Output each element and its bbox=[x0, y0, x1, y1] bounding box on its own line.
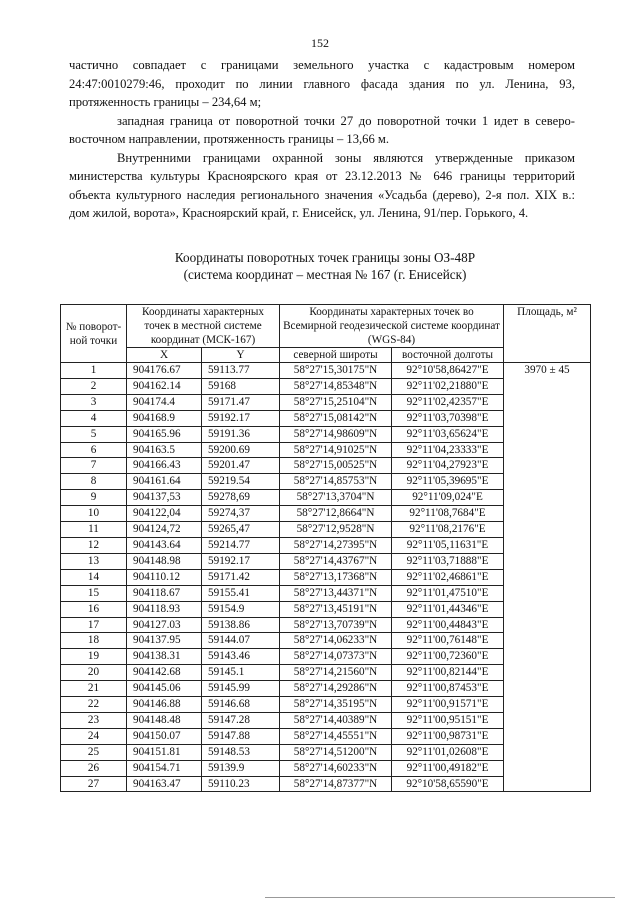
cell-y: 59155.41 bbox=[202, 585, 280, 601]
cell-y: 59191.36 bbox=[202, 426, 280, 442]
cell-east: 92°11'02,46861"E bbox=[392, 569, 504, 585]
cell-x: 904137,53 bbox=[127, 490, 202, 506]
cell-y: 59147.28 bbox=[202, 712, 280, 728]
coordinates-table bbox=[60, 304, 591, 792]
cell-point-no: 13 bbox=[61, 553, 127, 569]
cell-x: 904176.67 bbox=[127, 363, 202, 379]
paragraph: западная граница от поворотной точки 27 до поворотной точки 1 идет в северо-восточном направлении, протяженность границы – 13,66 м. bbox=[69, 113, 575, 146]
cell-point-no: 9 bbox=[61, 490, 127, 506]
cell-point-no: 23 bbox=[61, 712, 127, 728]
cell-north: 58°27'14,98609"N bbox=[280, 426, 392, 442]
cell-point-no: 6 bbox=[61, 442, 127, 458]
cell-north: 58°27'13,44371"N bbox=[280, 585, 392, 601]
cell-x: 904148.98 bbox=[127, 553, 202, 569]
table-row bbox=[61, 363, 591, 379]
cell-x: 904174.4 bbox=[127, 394, 202, 410]
paragraph: Внутренними границами охранной зоны являются утвержденные приказом министерства культуры Красноярского края от 23.12.2013 № 646 границы территорий объекта культурного наследия регионального значения «Усадьба (дерево), 2-я пол. XIX в.: дом жилой, ворота», Красноярский край, г. Енисейск, ул. Ленина, 91/пер. Горького, 4. bbox=[69, 150, 575, 220]
cell-point-no: 1 bbox=[61, 363, 127, 379]
cell-x: 904162.14 bbox=[127, 378, 202, 394]
cell-east: 92°11'00,49182"E bbox=[392, 760, 504, 776]
cell-east: 92°11'00,44843"E bbox=[392, 617, 504, 633]
cell-east: 92°11'02,21880"E bbox=[392, 378, 504, 394]
cell-point-no: 7 bbox=[61, 458, 127, 474]
cell-north: 58°27'14,91025"N bbox=[280, 442, 392, 458]
cell-y: 59148.53 bbox=[202, 744, 280, 760]
cell-north: 58°27'15,30175"N bbox=[280, 363, 392, 379]
cell-east: 92°11'02,42357"E bbox=[392, 394, 504, 410]
table-title bbox=[60, 249, 590, 283]
table-body bbox=[61, 363, 591, 792]
cell-y: 59138.86 bbox=[202, 617, 280, 633]
table-title-line: Координаты поворотных точек границы зоны ОЗ-48Р bbox=[174, 250, 476, 265]
cell-east: 92°11'05,39695"E bbox=[392, 474, 504, 490]
cell-north: 58°27'14,21560"N bbox=[280, 665, 392, 681]
cell-point-no: 14 bbox=[61, 569, 127, 585]
cell-north: 58°27'14,87377"N bbox=[280, 776, 392, 792]
cell-y: 59274,37 bbox=[202, 506, 280, 522]
cell-x: 904127.03 bbox=[127, 617, 202, 633]
cell-x: 904137.95 bbox=[127, 633, 202, 649]
cell-y: 59171.47 bbox=[202, 394, 280, 410]
cell-north: 58°27'14,27395"N bbox=[280, 537, 392, 553]
cell-east: 92°11'01,44346"E bbox=[392, 601, 504, 617]
cell-north: 58°27'14,85753"N bbox=[280, 474, 392, 490]
bottom-divider bbox=[265, 897, 615, 898]
cell-x: 904142.68 bbox=[127, 665, 202, 681]
cell-north: 58°27'14,60233"N bbox=[280, 760, 392, 776]
cell-east: 92°11'00,82144"E bbox=[392, 665, 504, 681]
cell-north: 58°27'13,17368"N bbox=[280, 569, 392, 585]
cell-east: 92°11'00,95151"E bbox=[392, 712, 504, 728]
cell-point-no: 25 bbox=[61, 744, 127, 760]
cell-x: 904124,72 bbox=[127, 522, 202, 538]
cell-area: 3970 ± 45 bbox=[504, 363, 591, 792]
cell-east: 92°11'09,024"E bbox=[392, 490, 504, 506]
table-title-line: (система координат – местная № 167 (г. Енисейск) bbox=[183, 267, 467, 282]
cell-x: 904163.47 bbox=[127, 776, 202, 792]
cell-point-no: 3 bbox=[61, 394, 127, 410]
cell-north: 58°27'14,07373"N bbox=[280, 649, 392, 665]
cell-y: 59143.46 bbox=[202, 649, 280, 665]
cell-x: 904145.06 bbox=[127, 681, 202, 697]
cell-y: 59219.54 bbox=[202, 474, 280, 490]
cell-x: 904118.93 bbox=[127, 601, 202, 617]
cell-east: 92°11'04,27923"E bbox=[392, 458, 504, 474]
cell-point-no: 10 bbox=[61, 506, 127, 522]
header-x: X bbox=[127, 348, 202, 363]
cell-east: 92°11'00,87453"E bbox=[392, 681, 504, 697]
paragraph: частично совпадает с границами земельного участка с кадастровым номером 24:47:0010279:46, проходит по линии главного фасада здания по ул. Ленина, 93, протяженность границы – 234,64 м; bbox=[69, 58, 575, 109]
cell-y: 59192.17 bbox=[202, 410, 280, 426]
cell-north: 58°27'15,25104"N bbox=[280, 394, 392, 410]
cell-north: 58°27'13,3704"N bbox=[280, 490, 392, 506]
cell-north: 58°27'12,8664"N bbox=[280, 506, 392, 522]
cell-east: 92°11'08,7684"E bbox=[392, 506, 504, 522]
cell-x: 904150.07 bbox=[127, 728, 202, 744]
header-y: Y bbox=[202, 348, 280, 363]
cell-y: 59265,47 bbox=[202, 522, 280, 538]
cell-x: 904110.12 bbox=[127, 569, 202, 585]
cell-east: 92°11'00,91571"E bbox=[392, 697, 504, 713]
cell-east: 92°11'01,02608"E bbox=[392, 744, 504, 760]
cell-east: 92°11'00,76148"E bbox=[392, 633, 504, 649]
cell-point-no: 17 bbox=[61, 617, 127, 633]
cell-east: 92°11'03,71888"E bbox=[392, 553, 504, 569]
cell-x: 904118.67 bbox=[127, 585, 202, 601]
cell-y: 59146.68 bbox=[202, 697, 280, 713]
cell-north: 58°27'14,45551"N bbox=[280, 728, 392, 744]
header-wgs-coords: Координаты характерных точек во Всемирной геодезической системе координат (WGS-84) bbox=[280, 305, 504, 348]
cell-x: 904163.5 bbox=[127, 442, 202, 458]
cell-point-no: 19 bbox=[61, 649, 127, 665]
cell-north: 58°27'14,40389"N bbox=[280, 712, 392, 728]
cell-point-no: 18 bbox=[61, 633, 127, 649]
cell-y: 59278,69 bbox=[202, 490, 280, 506]
cell-x: 904146.88 bbox=[127, 697, 202, 713]
cell-y: 59154.9 bbox=[202, 601, 280, 617]
cell-point-no: 22 bbox=[61, 697, 127, 713]
cell-y: 59110.23 bbox=[202, 776, 280, 792]
cell-point-no: 8 bbox=[61, 474, 127, 490]
cell-north: 58°27'14,85348"N bbox=[280, 378, 392, 394]
cell-point-no: 15 bbox=[61, 585, 127, 601]
cell-east: 92°10'58,86427"E bbox=[392, 363, 504, 379]
cell-north: 58°27'14,06233"N bbox=[280, 633, 392, 649]
cell-x: 904168.9 bbox=[127, 410, 202, 426]
cell-x: 904122,04 bbox=[127, 506, 202, 522]
cell-y: 59147.88 bbox=[202, 728, 280, 744]
cell-north: 58°27'14,51200"N bbox=[280, 744, 392, 760]
cell-north: 58°27'13,45191"N bbox=[280, 601, 392, 617]
header-east: восточной долготы bbox=[392, 348, 504, 363]
coordinates-table-wrap bbox=[60, 304, 590, 792]
cell-y: 59214.77 bbox=[202, 537, 280, 553]
cell-east: 92°11'00,98731"E bbox=[392, 728, 504, 744]
cell-point-no: 24 bbox=[61, 728, 127, 744]
cell-x: 904161.64 bbox=[127, 474, 202, 490]
cell-north: 58°27'14,35195"N bbox=[280, 697, 392, 713]
cell-north: 58°27'12,9528"N bbox=[280, 522, 392, 538]
cell-x: 904138.31 bbox=[127, 649, 202, 665]
header-area: Площадь, м² bbox=[504, 305, 591, 363]
cell-east: 92°11'01,47510"E bbox=[392, 585, 504, 601]
header-north: северной широты bbox=[280, 348, 392, 363]
cell-y: 59144.07 bbox=[202, 633, 280, 649]
cell-y: 59168 bbox=[202, 378, 280, 394]
cell-point-no: 2 bbox=[61, 378, 127, 394]
cell-point-no: 11 bbox=[61, 522, 127, 538]
cell-x: 904148.48 bbox=[127, 712, 202, 728]
header-local-coords: Координаты характерных точек в местной системе координат (МСК-167) bbox=[127, 305, 280, 348]
cell-north: 58°27'14,43767"N bbox=[280, 553, 392, 569]
cell-north: 58°27'15,08142"N bbox=[280, 410, 392, 426]
cell-point-no: 20 bbox=[61, 665, 127, 681]
cell-point-no: 4 bbox=[61, 410, 127, 426]
page-number: 152 bbox=[311, 36, 329, 50]
cell-point-no: 16 bbox=[61, 601, 127, 617]
cell-y: 59200.69 bbox=[202, 442, 280, 458]
cell-east: 92°11'03,65624"E bbox=[392, 426, 504, 442]
cell-y: 59201.47 bbox=[202, 458, 280, 474]
cell-north: 58°27'15,00525"N bbox=[280, 458, 392, 474]
cell-east: 92°11'00,72360"E bbox=[392, 649, 504, 665]
cell-y: 59145.1 bbox=[202, 665, 280, 681]
cell-point-no: 5 bbox=[61, 426, 127, 442]
cell-x: 904166.43 bbox=[127, 458, 202, 474]
cell-east: 92°10'58,65590"E bbox=[392, 776, 504, 792]
cell-east: 92°11'05,11631"E bbox=[392, 537, 504, 553]
cell-north: 58°27'14,29286"N bbox=[280, 681, 392, 697]
cell-y: 59171.42 bbox=[202, 569, 280, 585]
cell-north: 58°27'13,70739"N bbox=[280, 617, 392, 633]
cell-point-no: 12 bbox=[61, 537, 127, 553]
cell-x: 904151.81 bbox=[127, 744, 202, 760]
cell-east: 92°11'04,23333"E bbox=[392, 442, 504, 458]
cell-x: 904154.71 bbox=[127, 760, 202, 776]
body-text bbox=[69, 56, 575, 223]
cell-x: 904165.96 bbox=[127, 426, 202, 442]
cell-point-no: 27 bbox=[61, 776, 127, 792]
cell-point-no: 21 bbox=[61, 681, 127, 697]
cell-y: 59113.77 bbox=[202, 363, 280, 379]
cell-y: 59192.17 bbox=[202, 553, 280, 569]
cell-east: 92°11'03,70398"E bbox=[392, 410, 504, 426]
cell-y: 59145.99 bbox=[202, 681, 280, 697]
cell-point-no: 26 bbox=[61, 760, 127, 776]
cell-east: 92°11'08,2176"E bbox=[392, 522, 504, 538]
cell-y: 59139.9 bbox=[202, 760, 280, 776]
cell-x: 904143.64 bbox=[127, 537, 202, 553]
header-point-no: № поворот-ной точки bbox=[61, 305, 127, 363]
